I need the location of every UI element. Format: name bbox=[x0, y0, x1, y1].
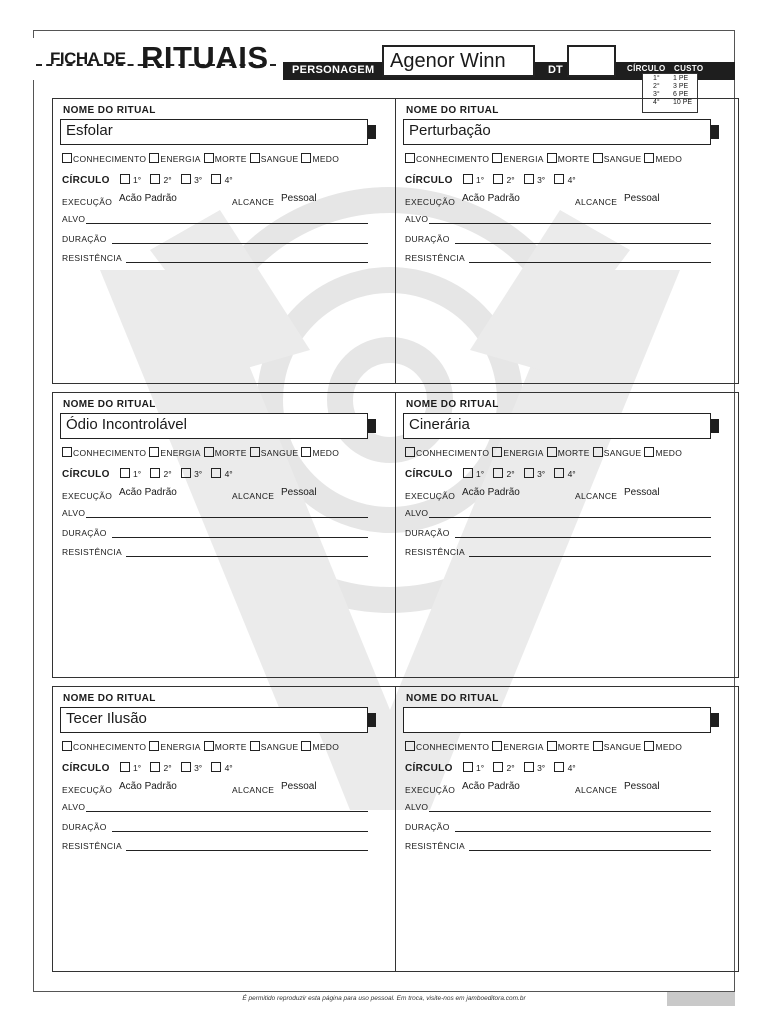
circle-selector bbox=[405, 468, 585, 480]
element-option[interactable] bbox=[405, 741, 489, 752]
element-option[interactable] bbox=[492, 153, 543, 164]
name-box-tab bbox=[368, 419, 376, 433]
element-label: MORTE bbox=[214, 742, 247, 752]
resistencia-row bbox=[405, 547, 711, 559]
element-label: MEDO bbox=[655, 154, 683, 164]
element-option[interactable] bbox=[301, 741, 339, 752]
element-checkbox[interactable] bbox=[62, 741, 72, 751]
element-label: ENERGIA bbox=[160, 154, 201, 164]
circle-checkbox[interactable] bbox=[554, 174, 564, 184]
element-option[interactable] bbox=[301, 447, 339, 458]
alvo-label: ALVO bbox=[62, 508, 86, 518]
element-checkbox[interactable] bbox=[547, 447, 557, 457]
element-checkbox[interactable] bbox=[644, 153, 654, 163]
personagem-label: PERSONAGEM bbox=[292, 64, 375, 76]
cost-row: 2° 3 PE bbox=[653, 83, 689, 90]
circle-checkbox[interactable] bbox=[524, 174, 534, 184]
element-option[interactable] bbox=[204, 153, 247, 164]
circle-option[interactable] bbox=[211, 762, 233, 773]
element-option[interactable] bbox=[250, 153, 299, 164]
element-checkbox[interactable] bbox=[149, 447, 159, 457]
duracao-field[interactable] bbox=[112, 243, 368, 244]
circle-checkbox[interactable] bbox=[150, 468, 160, 478]
circle-selector bbox=[405, 174, 585, 186]
circle-option-label: 2° bbox=[506, 469, 515, 479]
alvo-field[interactable] bbox=[86, 223, 368, 224]
element-option[interactable] bbox=[250, 741, 299, 752]
execucao-label: EXECUÇÃO bbox=[405, 197, 456, 207]
alvo-field[interactable] bbox=[429, 517, 711, 518]
element-checkbox[interactable] bbox=[593, 447, 603, 457]
page-title: RITUAIS bbox=[141, 40, 269, 75]
alcance-label: ALCANCE bbox=[232, 197, 275, 207]
alvo-label: ALVO bbox=[405, 508, 429, 518]
circle-checkbox[interactable] bbox=[181, 762, 191, 772]
element-label: MEDO bbox=[312, 448, 340, 458]
element-checkbox[interactable] bbox=[204, 153, 214, 163]
alvo-row bbox=[62, 508, 368, 520]
circle-checkbox[interactable] bbox=[181, 468, 191, 478]
circle-checkbox[interactable] bbox=[554, 468, 564, 478]
duracao-label: DURAÇÃO bbox=[62, 528, 107, 538]
nome-ritual-label: NOME DO RITUAL bbox=[63, 399, 156, 410]
cost-row: 3° 6 PE bbox=[653, 91, 689, 98]
element-checkboxes bbox=[405, 447, 685, 458]
alvo-row bbox=[405, 802, 711, 814]
circle-checkbox[interactable] bbox=[554, 762, 564, 772]
circle-option[interactable] bbox=[463, 174, 485, 185]
circle-checkbox[interactable] bbox=[211, 174, 221, 184]
element-option[interactable] bbox=[62, 741, 146, 752]
duracao-label: DURAÇÃO bbox=[405, 528, 450, 538]
resistencia-label: RESISTÊNCIA bbox=[62, 547, 122, 557]
circle-selector bbox=[405, 762, 585, 774]
circle-option-label: 1° bbox=[133, 763, 142, 773]
element-label: MEDO bbox=[312, 742, 340, 752]
alvo-label: ALVO bbox=[405, 802, 429, 812]
circle-checkbox[interactable] bbox=[524, 468, 534, 478]
circle-option[interactable] bbox=[181, 762, 203, 773]
element-label: SANGUE bbox=[603, 154, 642, 164]
circulo-label: CÍRCULO bbox=[405, 175, 453, 186]
circle-option[interactable] bbox=[524, 468, 546, 479]
alvo-field[interactable] bbox=[429, 223, 711, 224]
alcance-label: ALCANCE bbox=[575, 785, 618, 795]
element-label: CONHECIMENTO bbox=[416, 742, 490, 752]
element-option[interactable] bbox=[149, 153, 200, 164]
character-name-field[interactable]: Agenor Winn bbox=[382, 45, 535, 77]
circle-checkbox[interactable] bbox=[493, 468, 503, 478]
element-checkbox[interactable] bbox=[492, 447, 502, 457]
resistencia-field[interactable] bbox=[469, 556, 711, 557]
duracao-row bbox=[405, 234, 711, 246]
element-option[interactable] bbox=[204, 447, 247, 458]
duracao-row bbox=[405, 528, 711, 540]
cost-row: 1° 1 PE bbox=[653, 75, 689, 82]
alcance-label: ALCANCE bbox=[232, 491, 275, 501]
duracao-label: DURAÇÃO bbox=[405, 822, 450, 832]
circle-checkbox[interactable] bbox=[150, 762, 160, 772]
alcance-value[interactable]: Pessoal bbox=[624, 781, 660, 792]
resistencia-field[interactable] bbox=[469, 262, 711, 263]
circle-checkbox[interactable] bbox=[120, 762, 130, 772]
element-option[interactable] bbox=[62, 447, 146, 458]
circle-checkbox[interactable] bbox=[211, 468, 221, 478]
element-option[interactable] bbox=[547, 741, 590, 752]
element-label: SANGUE bbox=[260, 448, 299, 458]
circle-option[interactable] bbox=[211, 174, 233, 185]
element-option[interactable] bbox=[301, 153, 339, 164]
resistencia-label: RESISTÊNCIA bbox=[405, 547, 465, 557]
circle-option[interactable] bbox=[493, 468, 515, 479]
alvo-field[interactable] bbox=[429, 811, 711, 812]
element-label: MORTE bbox=[557, 742, 590, 752]
circle-option[interactable] bbox=[463, 468, 485, 479]
alcance-label: ALCANCE bbox=[575, 197, 618, 207]
element-label: ENERGIA bbox=[503, 154, 544, 164]
element-checkbox[interactable] bbox=[644, 447, 654, 457]
circle-option[interactable] bbox=[554, 762, 576, 773]
nome-ritual-label: NOME DO RITUAL bbox=[406, 693, 499, 704]
ritual-card bbox=[52, 686, 396, 972]
element-label: CONHECIMENTO bbox=[416, 154, 490, 164]
circle-selector bbox=[62, 174, 242, 186]
ritual-card bbox=[395, 392, 739, 678]
element-option[interactable] bbox=[644, 153, 682, 164]
circle-option-label: 4° bbox=[224, 469, 233, 479]
circle-option-label: 3° bbox=[537, 175, 546, 185]
circle-option-label: 2° bbox=[506, 763, 515, 773]
element-checkboxes bbox=[405, 153, 685, 164]
ritual-name-field[interactable]: Tecer Ilusão bbox=[60, 707, 368, 733]
duracao-field[interactable] bbox=[112, 831, 368, 832]
execucao-value[interactable]: Acão Padrão bbox=[462, 193, 520, 204]
element-checkbox[interactable] bbox=[301, 447, 311, 457]
circle-option[interactable] bbox=[524, 174, 546, 185]
element-checkboxes bbox=[405, 741, 685, 752]
element-label: MORTE bbox=[557, 154, 590, 164]
resistencia-row bbox=[405, 841, 711, 853]
dt-field[interactable] bbox=[567, 45, 616, 77]
dt-label: DT bbox=[548, 64, 563, 76]
element-label: MORTE bbox=[214, 448, 247, 458]
element-option[interactable] bbox=[593, 741, 642, 752]
element-checkbox[interactable] bbox=[301, 741, 311, 751]
alvo-label: ALVO bbox=[405, 214, 429, 224]
circle-checkbox[interactable] bbox=[524, 762, 534, 772]
circle-option[interactable] bbox=[211, 468, 233, 479]
alcance-value[interactable]: Pessoal bbox=[281, 487, 317, 498]
alcance-value[interactable]: Pessoal bbox=[281, 193, 317, 204]
circle-option-label: 1° bbox=[133, 175, 142, 185]
circle-option-label: 2° bbox=[163, 763, 172, 773]
nome-ritual-label: NOME DO RITUAL bbox=[406, 399, 499, 410]
footer-notice: É permitido reproduzir esta página para uso pessoal. Em troca, visite-nos em jamboeditora.com.br bbox=[242, 995, 526, 1002]
element-label: ENERGIA bbox=[503, 448, 544, 458]
element-option[interactable] bbox=[492, 741, 543, 752]
element-label: MEDO bbox=[655, 448, 683, 458]
alcance-label: ALCANCE bbox=[575, 491, 618, 501]
ritual-name-field[interactable]: Esfolar bbox=[60, 119, 368, 145]
alvo-label: ALVO bbox=[62, 214, 86, 224]
ritual-card bbox=[52, 392, 396, 678]
resistencia-label: RESISTÊNCIA bbox=[405, 253, 465, 263]
element-option[interactable] bbox=[405, 447, 489, 458]
execucao-label: EXECUÇÃO bbox=[405, 785, 456, 795]
duracao-field[interactable] bbox=[112, 537, 368, 538]
duracao-row bbox=[62, 234, 368, 246]
circle-option-label: 1° bbox=[476, 763, 485, 773]
circle-checkbox[interactable] bbox=[120, 174, 130, 184]
element-option[interactable] bbox=[644, 447, 682, 458]
element-label: MORTE bbox=[214, 154, 247, 164]
circulo-label: CÍRCULO bbox=[62, 469, 110, 480]
element-checkbox[interactable] bbox=[250, 447, 260, 457]
element-checkbox[interactable] bbox=[149, 153, 159, 163]
duracao-field[interactable] bbox=[455, 831, 711, 832]
element-checkbox[interactable] bbox=[301, 153, 311, 163]
element-label: MEDO bbox=[655, 742, 683, 752]
element-option[interactable] bbox=[492, 447, 543, 458]
nome-ritual-label: NOME DO RITUAL bbox=[406, 105, 499, 116]
element-label: MORTE bbox=[557, 448, 590, 458]
circle-option[interactable] bbox=[120, 174, 142, 185]
execucao-value[interactable]: Acão Padrão bbox=[462, 781, 520, 792]
circle-checkbox[interactable] bbox=[463, 174, 473, 184]
element-checkbox[interactable] bbox=[250, 741, 260, 751]
execucao-label: EXECUÇÃO bbox=[62, 197, 113, 207]
circle-option-label: 3° bbox=[194, 175, 203, 185]
element-checkbox[interactable] bbox=[62, 447, 72, 457]
circle-option-label: 4° bbox=[567, 763, 576, 773]
name-box-tab bbox=[368, 713, 376, 727]
circle-option-label: 3° bbox=[194, 469, 203, 479]
duracao-label: DURAÇÃO bbox=[62, 822, 107, 832]
circle-option-label: 3° bbox=[537, 763, 546, 773]
element-checkbox[interactable] bbox=[644, 741, 654, 751]
circle-option-label: 4° bbox=[567, 469, 576, 479]
resistencia-field[interactable] bbox=[126, 556, 368, 557]
circle-option-label: 4° bbox=[224, 763, 233, 773]
alcance-value[interactable]: Pessoal bbox=[624, 193, 660, 204]
resistencia-field[interactable] bbox=[126, 262, 368, 263]
execucao-label: EXECUÇÃO bbox=[62, 785, 113, 795]
circulo-label: CÍRCULO bbox=[405, 763, 453, 774]
element-label: SANGUE bbox=[603, 742, 642, 752]
element-checkbox[interactable] bbox=[204, 741, 214, 751]
element-option[interactable] bbox=[149, 447, 200, 458]
circle-option-label: 4° bbox=[567, 175, 576, 185]
circle-checkbox[interactable] bbox=[463, 762, 473, 772]
circle-option-label: 1° bbox=[476, 175, 485, 185]
execucao-value[interactable]: Acão Padrão bbox=[462, 487, 520, 498]
circle-selector bbox=[62, 762, 242, 774]
circle-option-label: 2° bbox=[163, 469, 172, 479]
circle-checkbox[interactable] bbox=[181, 174, 191, 184]
element-label: CONHECIMENTO bbox=[73, 742, 147, 752]
circle-selector bbox=[62, 468, 242, 480]
element-checkboxes bbox=[62, 153, 342, 164]
alvo-label: ALVO bbox=[62, 802, 86, 812]
execucao-label: EXECUÇÃO bbox=[62, 491, 113, 501]
circle-option-label: 1° bbox=[133, 469, 142, 479]
element-label: ENERGIA bbox=[160, 742, 201, 752]
circle-option-label: 2° bbox=[506, 175, 515, 185]
circle-option[interactable] bbox=[554, 468, 576, 479]
circle-checkbox[interactable] bbox=[463, 468, 473, 478]
element-option[interactable] bbox=[204, 741, 247, 752]
element-label: ENERGIA bbox=[503, 742, 544, 752]
element-checkboxes bbox=[62, 447, 342, 458]
footer-bar bbox=[667, 992, 735, 1006]
circle-option-label: 2° bbox=[163, 175, 172, 185]
circle-checkbox[interactable] bbox=[120, 468, 130, 478]
element-option[interactable] bbox=[593, 447, 642, 458]
resistencia-field[interactable] bbox=[126, 850, 368, 851]
element-option[interactable] bbox=[405, 153, 489, 164]
element-option[interactable] bbox=[593, 153, 642, 164]
duracao-field[interactable] bbox=[455, 243, 711, 244]
element-checkbox[interactable] bbox=[492, 741, 502, 751]
name-box-tab bbox=[711, 419, 719, 433]
duracao-label: DURAÇÃO bbox=[62, 234, 107, 244]
resistencia-field[interactable] bbox=[469, 850, 711, 851]
element-checkboxes bbox=[62, 741, 342, 752]
circle-option-label: 1° bbox=[476, 469, 485, 479]
title-prefix: FICHA DE bbox=[50, 49, 126, 68]
duracao-label: DURAÇÃO bbox=[405, 234, 450, 244]
execucao-value[interactable]: Acão Padrão bbox=[119, 193, 177, 204]
element-option[interactable] bbox=[547, 153, 590, 164]
ritual-card bbox=[52, 98, 396, 384]
duracao-row bbox=[62, 528, 368, 540]
element-option[interactable] bbox=[547, 447, 590, 458]
element-checkbox[interactable] bbox=[250, 153, 260, 163]
circle-option[interactable] bbox=[150, 174, 172, 185]
nome-ritual-label: NOME DO RITUAL bbox=[63, 105, 156, 116]
circulo-label: CÍRCULO bbox=[62, 175, 110, 186]
element-checkbox[interactable] bbox=[547, 153, 557, 163]
circle-option-label: 3° bbox=[537, 469, 546, 479]
resistencia-row bbox=[62, 841, 368, 853]
ritual-name-field[interactable] bbox=[403, 707, 711, 733]
ritual-card bbox=[395, 98, 739, 384]
alvo-row bbox=[62, 802, 368, 814]
element-option[interactable] bbox=[62, 153, 146, 164]
element-checkbox[interactable] bbox=[405, 447, 415, 457]
cost-table-cost-header: CUSTO bbox=[674, 64, 704, 73]
element-option[interactable] bbox=[149, 741, 200, 752]
execucao-label: EXECUÇÃO bbox=[405, 491, 456, 501]
circle-option[interactable] bbox=[554, 174, 576, 185]
circle-option[interactable] bbox=[120, 762, 142, 773]
element-checkbox[interactable] bbox=[405, 741, 415, 751]
execucao-value[interactable]: Acão Padrão bbox=[119, 781, 177, 792]
element-checkbox[interactable] bbox=[149, 741, 159, 751]
circle-option[interactable] bbox=[150, 468, 172, 479]
circle-checkbox[interactable] bbox=[211, 762, 221, 772]
element-label: CONHECIMENTO bbox=[73, 448, 147, 458]
element-option[interactable] bbox=[250, 447, 299, 458]
circle-option[interactable] bbox=[493, 174, 515, 185]
circle-checkbox[interactable] bbox=[493, 174, 503, 184]
duracao-row bbox=[405, 822, 711, 834]
circle-option[interactable] bbox=[463, 762, 485, 773]
alvo-row bbox=[405, 508, 711, 520]
element-label: CONHECIMENTO bbox=[416, 448, 490, 458]
element-label: CONHECIMENTO bbox=[73, 154, 147, 164]
element-label: ENERGIA bbox=[160, 448, 201, 458]
element-checkbox[interactable] bbox=[62, 153, 72, 163]
resistencia-row bbox=[62, 547, 368, 559]
element-checkbox[interactable] bbox=[492, 153, 502, 163]
duracao-field[interactable] bbox=[455, 537, 711, 538]
resistencia-label: RESISTÊNCIA bbox=[62, 841, 122, 851]
resistencia-row bbox=[405, 253, 711, 265]
circle-option[interactable] bbox=[181, 174, 203, 185]
name-box-tab bbox=[368, 125, 376, 139]
alcance-label: ALCANCE bbox=[232, 785, 275, 795]
circle-checkbox[interactable] bbox=[150, 174, 160, 184]
alcance-value[interactable]: Pessoal bbox=[624, 487, 660, 498]
circle-option[interactable] bbox=[493, 762, 515, 773]
element-checkbox[interactable] bbox=[204, 447, 214, 457]
alcance-value[interactable]: Pessoal bbox=[281, 781, 317, 792]
element-label: SANGUE bbox=[603, 448, 642, 458]
circle-option-label: 3° bbox=[194, 763, 203, 773]
circle-option[interactable] bbox=[150, 762, 172, 773]
circle-option[interactable] bbox=[181, 468, 203, 479]
cost-table-circle-header: CÍRCULO bbox=[627, 64, 666, 73]
resistencia-row bbox=[62, 253, 368, 265]
element-checkbox[interactable] bbox=[593, 153, 603, 163]
alvo-field[interactable] bbox=[86, 517, 368, 518]
alvo-row bbox=[405, 214, 711, 226]
circle-option[interactable] bbox=[120, 468, 142, 479]
circle-checkbox[interactable] bbox=[493, 762, 503, 772]
ritual-name-field[interactable]: Perturbação bbox=[403, 119, 711, 145]
ritual-card bbox=[395, 686, 739, 972]
name-box-tab bbox=[711, 713, 719, 727]
element-checkbox[interactable] bbox=[547, 741, 557, 751]
execucao-value[interactable]: Acão Padrão bbox=[119, 487, 177, 498]
ritual-name-field[interactable]: Ódio Incontrolável bbox=[60, 413, 368, 439]
element-checkbox[interactable] bbox=[405, 153, 415, 163]
duracao-row bbox=[62, 822, 368, 834]
circulo-label: CÍRCULO bbox=[405, 469, 453, 480]
element-checkbox[interactable] bbox=[593, 741, 603, 751]
element-label: MEDO bbox=[312, 154, 340, 164]
element-label: SANGUE bbox=[260, 742, 299, 752]
element-label: SANGUE bbox=[260, 154, 299, 164]
alvo-row bbox=[62, 214, 368, 226]
circle-option-label: 4° bbox=[224, 175, 233, 185]
cost-row: 4° 10 PE bbox=[653, 99, 693, 106]
resistencia-label: RESISTÊNCIA bbox=[405, 841, 465, 851]
resistencia-label: RESISTÊNCIA bbox=[62, 253, 122, 263]
alvo-field[interactable] bbox=[86, 811, 368, 812]
circle-option[interactable] bbox=[524, 762, 546, 773]
name-box-tab bbox=[711, 125, 719, 139]
ritual-name-field[interactable]: Cinerária bbox=[403, 413, 711, 439]
circulo-label: CÍRCULO bbox=[62, 763, 110, 774]
element-option[interactable] bbox=[644, 741, 682, 752]
nome-ritual-label: NOME DO RITUAL bbox=[63, 693, 156, 704]
